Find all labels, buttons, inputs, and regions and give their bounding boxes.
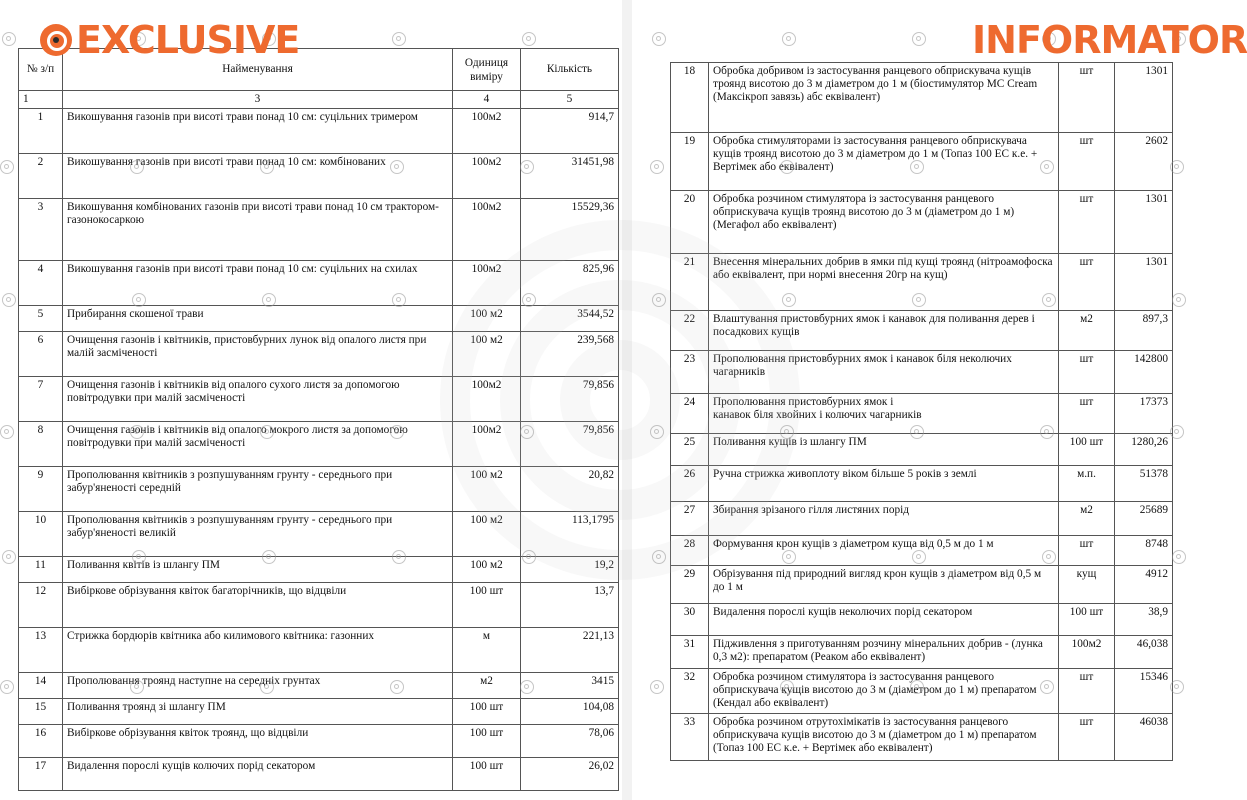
row-name: Внесення мінеральних добрив в ямки під кущі троянд (нітроамофоска або еквівалент, при нормі внесення 20гр на кущ) (709, 254, 1059, 311)
row-quantity: 239,568 (521, 332, 619, 377)
table-row (19, 422, 619, 467)
row-name: Прибирання скошеної трави (63, 306, 453, 332)
row-quantity: 31451,98 (521, 154, 619, 199)
row-quantity: 20,82 (521, 467, 619, 512)
row-unit: м (453, 628, 521, 673)
row-quantity: 15529,36 (521, 199, 619, 261)
row-unit: шт (1059, 669, 1115, 714)
row-unit: 100м2 (453, 199, 521, 261)
row-unit: 100м2 (453, 154, 521, 199)
row-number: 18 (671, 63, 709, 133)
row-unit: шт (1059, 714, 1115, 761)
row-unit: 100м2 (453, 377, 521, 422)
table-row (671, 394, 1173, 434)
column-index: 4 (453, 91, 521, 109)
table-row (671, 636, 1173, 669)
row-unit: 100 шт (1059, 604, 1115, 636)
row-name: Видалення порослі кущів колючих порід секатором (63, 758, 453, 791)
table-row (19, 758, 619, 791)
row-unit: м2 (453, 673, 521, 699)
row-quantity: 3415 (521, 673, 619, 699)
row-name: Обробка розчином стимулятора із застосування ранцевого обприскувача кущів троянд висотою до 3 м (діаметром до 1 м) (Мегафол або еквівалент) (709, 191, 1059, 254)
row-number: 25 (671, 434, 709, 466)
row-name: Обробка стимуляторами із застосування ранцевого обприскувача кущів троянд висотою до 3 м діаметром до 1 м (Топаз 100 ЕС к.е. + Вертімек або еквівалент) (709, 133, 1059, 191)
row-quantity: 113,1795 (521, 512, 619, 557)
table-row (671, 351, 1173, 394)
row-number: 16 (19, 725, 63, 758)
row-quantity: 897,3 (1115, 311, 1173, 351)
table-row (671, 63, 1173, 133)
row-name: Обробка розчином стимулятора із застосування ранцевого обприскувача кущів висотою до 3 м (діаметром до 1 м) препаратом (Кендал або еквівалент) (709, 669, 1059, 714)
row-name: Прополювання квітників з розпушуванням грунту - середнього при забур'яненості середній (63, 467, 453, 512)
row-unit: 100 шт (453, 583, 521, 628)
row-unit: 100 шт (453, 758, 521, 791)
row-quantity: 1301 (1115, 254, 1173, 311)
row-name: Очищення газонів і квітників від опалого мокрого листя за допомогою повітродувки при малій засміченості (63, 422, 453, 467)
row-number: 11 (19, 557, 63, 583)
row-number: 23 (671, 351, 709, 394)
right-works-table (670, 62, 1173, 761)
row-quantity: 17373 (1115, 394, 1173, 434)
row-unit: кущ (1059, 566, 1115, 604)
row-number: 29 (671, 566, 709, 604)
row-quantity: 142800 (1115, 351, 1173, 394)
row-number: 30 (671, 604, 709, 636)
table-row (671, 311, 1173, 351)
row-number: 22 (671, 311, 709, 351)
row-name: Обрізування під природний вигляд крон кущів з діаметром від 0,5 м до 1 м (709, 566, 1059, 604)
header-quantity: Кількість (521, 49, 619, 91)
table-row (19, 154, 619, 199)
row-name: Очищення газонів і квітників від опалого сухого листя за допомогою повітродувки при малій засміченості (63, 377, 453, 422)
right-page (632, 0, 1200, 800)
table-row (19, 377, 619, 422)
row-number: 4 (19, 261, 63, 306)
logo-eye-icon (40, 24, 72, 56)
table-row (19, 261, 619, 306)
row-quantity: 104,08 (521, 699, 619, 725)
table-row (19, 699, 619, 725)
row-quantity: 51378 (1115, 466, 1173, 502)
row-unit: шт (1059, 254, 1115, 311)
row-name: Стрижка бордюрів квітника або килимового квітника: газонних (63, 628, 453, 673)
row-unit: 100 м2 (453, 332, 521, 377)
row-quantity: 1301 (1115, 191, 1173, 254)
row-number: 5 (19, 306, 63, 332)
column-index-row (19, 91, 619, 109)
row-unit: 100м2 (453, 422, 521, 467)
row-unit: м2 (1059, 311, 1115, 351)
row-quantity: 825,96 (521, 261, 619, 306)
row-unit: шт (1059, 63, 1115, 133)
row-number: 32 (671, 669, 709, 714)
table-row (671, 466, 1173, 502)
row-quantity: 38,9 (1115, 604, 1173, 636)
table-row (671, 254, 1173, 311)
row-number: 31 (671, 636, 709, 669)
left-page (0, 0, 622, 800)
table-row (671, 191, 1173, 254)
row-name: Прополювання квітників з розпушуванням грунту - середнього при забур'яненості великій (63, 512, 453, 557)
row-name: Обробка добривом із застосування ранцевого обприскувача кущів троянд висотою до 3 м діаметром до 1 м (біостимулятор МС Cream (Максікроп завязь) абс еквівалент) (709, 63, 1059, 133)
row-name: Прополювання пристовбурних ямок і канавок біля неколючих чагарників (709, 351, 1059, 394)
row-quantity: 8748 (1115, 536, 1173, 566)
row-name: Формування крон кущів з діаметром куща від 0,5 м до 1 м (709, 536, 1059, 566)
header-unit: Одиниця виміру (453, 49, 521, 91)
row-number: 13 (19, 628, 63, 673)
row-number: 21 (671, 254, 709, 311)
row-quantity: 13,7 (521, 583, 619, 628)
row-quantity: 15346 (1115, 669, 1173, 714)
table-row (671, 604, 1173, 636)
table-row (19, 628, 619, 673)
row-quantity: 914,7 (521, 109, 619, 154)
row-name: Очищення газонів і квітників, пристовбурних лунок від опалого листя при малій засміченості (63, 332, 453, 377)
exclusive-logo-text: EXCLUSIVE (76, 18, 300, 62)
row-quantity: 46038 (1115, 714, 1173, 761)
row-name: Викошування газонів при висоті трави понад 10 см: комбінованих (63, 154, 453, 199)
informator-logo: INFORMATOR (972, 18, 1247, 62)
row-number: 2 (19, 154, 63, 199)
header-name: Найменування (63, 49, 453, 91)
row-quantity: 221,13 (521, 628, 619, 673)
row-name: Поливання квітів із шлангу ПМ (63, 557, 453, 583)
row-number: 9 (19, 467, 63, 512)
row-number: 14 (19, 673, 63, 699)
row-unit: шт (1059, 536, 1115, 566)
row-number: 15 (19, 699, 63, 725)
row-number: 27 (671, 502, 709, 536)
row-number: 10 (19, 512, 63, 557)
table-row (19, 673, 619, 699)
row-name: Прополювання пристовбурних ямок і канавок біля хвойних і колючих чагарників (709, 394, 1059, 434)
row-name: Викошування комбінованих газонів при висоті трави понад 10 см трактором- газонокосаркою (63, 199, 453, 261)
row-number: 28 (671, 536, 709, 566)
row-name: Вибіркове обрізування квіток багаторічників, що відцвіли (63, 583, 453, 628)
table-row (19, 725, 619, 758)
table-row (671, 536, 1173, 566)
row-unit: 100 м2 (453, 557, 521, 583)
table-row (19, 306, 619, 332)
table-row (19, 199, 619, 261)
row-name: Видалення порослі кущів неколючих порід секатором (709, 604, 1059, 636)
table-row (19, 467, 619, 512)
row-number: 12 (19, 583, 63, 628)
row-quantity: 2602 (1115, 133, 1173, 191)
header-number: № з/п (19, 49, 63, 91)
row-name: Влаштування пристовбурних ямок і канавок для поливання дерев і посадкових кущів (709, 311, 1059, 351)
column-index: 1 (19, 91, 63, 109)
table-row (19, 332, 619, 377)
table-row (671, 434, 1173, 466)
row-number: 19 (671, 133, 709, 191)
row-number: 1 (19, 109, 63, 154)
row-quantity: 19,2 (521, 557, 619, 583)
row-unit: 100 м2 (453, 306, 521, 332)
row-name: Прополювання троянд наступне на середніх грунтах (63, 673, 453, 699)
row-quantity: 79,856 (521, 377, 619, 422)
table-row (671, 133, 1173, 191)
row-unit: м.п. (1059, 466, 1115, 502)
row-quantity: 4912 (1115, 566, 1173, 604)
row-quantity: 3544,52 (521, 306, 619, 332)
row-quantity: 1280,26 (1115, 434, 1173, 466)
table-row (19, 512, 619, 557)
row-unit: шт (1059, 191, 1115, 254)
row-unit: 100 шт (453, 725, 521, 758)
row-unit: 100м2 (453, 109, 521, 154)
row-quantity: 1301 (1115, 63, 1173, 133)
column-index: 5 (521, 91, 619, 109)
table-row (19, 557, 619, 583)
row-number: 26 (671, 466, 709, 502)
row-quantity: 46,038 (1115, 636, 1173, 669)
row-name: Поливання кущів із шлангу ПМ (709, 434, 1059, 466)
row-number: 33 (671, 714, 709, 761)
row-name: Поливання троянд зі шлангу ПМ (63, 699, 453, 725)
row-unit: 100 шт (453, 699, 521, 725)
row-quantity: 78,06 (521, 725, 619, 758)
row-number: 3 (19, 199, 63, 261)
row-name: Викошування газонів при висоті трави понад 10 см: суцільних тримером (63, 109, 453, 154)
row-number: 17 (19, 758, 63, 791)
row-unit: м2 (1059, 502, 1115, 536)
row-quantity: 26,02 (521, 758, 619, 791)
row-number: 24 (671, 394, 709, 434)
table-row (671, 669, 1173, 714)
row-name: Обробка розчином отрутохімікатів із застосування ранцевого обприскувача кущів висотою до 3 м (діаметром до 1 м) препаратом (Топаз 100 ЕС к.е. + Вертімек або еквівалент) (709, 714, 1059, 761)
row-name: Вибіркове обрізування квіток троянд, що відцвіли (63, 725, 453, 758)
row-unit: 100 шт (1059, 434, 1115, 466)
row-unit: шт (1059, 394, 1115, 434)
exclusive-logo (40, 18, 299, 62)
row-name: Підживлення з приготуванням розчину мінеральних добрив - (лунка 0,3 м2): препаратом (Реаком або еквівалент) (709, 636, 1059, 669)
row-number: 6 (19, 332, 63, 377)
page-gutter (622, 0, 632, 800)
table-row (19, 109, 619, 154)
row-quantity: 25689 (1115, 502, 1173, 536)
row-number: 8 (19, 422, 63, 467)
row-number: 20 (671, 191, 709, 254)
table-row (19, 583, 619, 628)
table-row (671, 502, 1173, 536)
row-name: Збирання зрізаного гілля листяних порід (709, 502, 1059, 536)
row-unit: 100м2 (1059, 636, 1115, 669)
left-works-table (18, 48, 619, 791)
row-unit: 100 м2 (453, 512, 521, 557)
row-unit: шт (1059, 351, 1115, 394)
row-number: 7 (19, 377, 63, 422)
row-name: Викошування газонів при висоті трави понад 10 см: суцільних на схилах (63, 261, 453, 306)
table-row (671, 566, 1173, 604)
row-unit: 100м2 (453, 261, 521, 306)
row-name: Ручна стрижка живоплоту віком більше 5 років з землі (709, 466, 1059, 502)
row-unit: 100 м2 (453, 467, 521, 512)
row-unit: шт (1059, 133, 1115, 191)
row-quantity: 79,856 (521, 422, 619, 467)
column-index: 3 (63, 91, 453, 109)
table-row (671, 714, 1173, 761)
